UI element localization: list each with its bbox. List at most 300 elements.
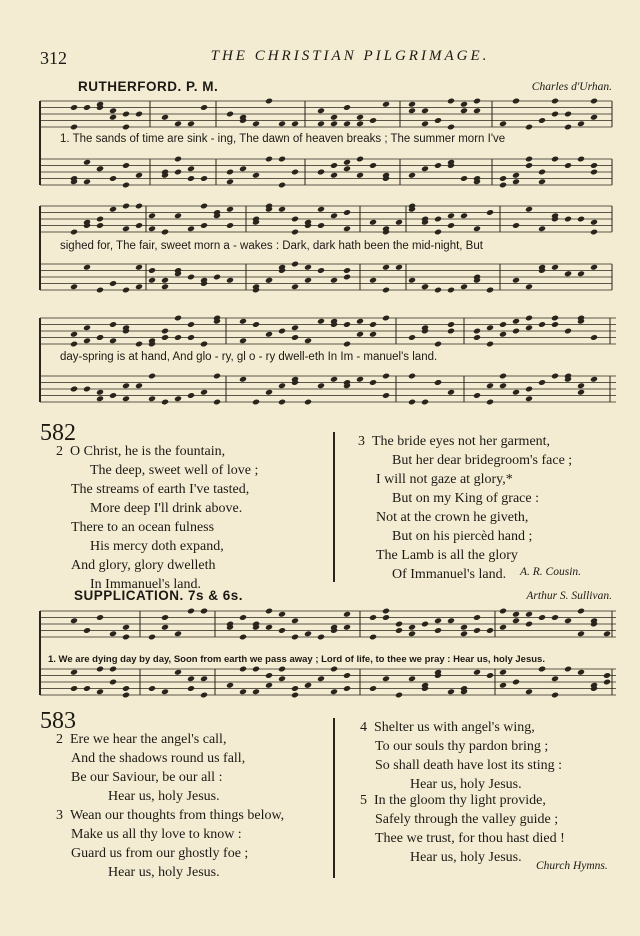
note-head — [252, 666, 260, 673]
note-head — [538, 178, 546, 185]
note-head — [265, 389, 273, 396]
note-head — [525, 124, 533, 131]
note-head — [291, 283, 299, 290]
note-head — [161, 283, 169, 290]
note-head — [538, 614, 546, 621]
note-head — [109, 175, 117, 182]
note-head — [122, 382, 130, 389]
note-head — [421, 283, 429, 290]
note-head — [278, 611, 286, 618]
note-head — [603, 630, 611, 637]
note-head — [447, 124, 455, 131]
note-head — [447, 212, 455, 219]
note-head — [343, 225, 351, 232]
note-head — [265, 98, 273, 105]
note-head — [317, 107, 325, 114]
stanza-line: But on my King of grace : — [392, 491, 539, 506]
note-head — [577, 270, 585, 277]
column-divider — [333, 718, 335, 878]
note-head — [291, 685, 299, 692]
note-head — [226, 111, 234, 118]
note-head — [278, 120, 286, 127]
note-head — [161, 229, 169, 236]
note-head — [317, 382, 325, 389]
tune-name-supplication: SUPPLICATION. 7s & 6s. — [74, 588, 244, 603]
note-head — [343, 341, 351, 348]
note-head — [122, 203, 130, 210]
note-head — [499, 382, 507, 389]
note-head — [83, 627, 91, 634]
note-head — [70, 124, 78, 131]
stanza-line: But her dear bridegroom's face ; — [392, 453, 573, 468]
note-head — [148, 277, 156, 284]
note-head — [486, 399, 494, 406]
note-head — [369, 277, 377, 284]
hymn582-stanza-3 — [358, 432, 572, 584]
note-head — [486, 341, 494, 348]
note-head — [512, 318, 520, 325]
note-head — [174, 334, 182, 341]
stanza-line: His mercy doth expand, — [90, 539, 224, 554]
note-head — [278, 675, 286, 682]
note-head — [265, 277, 273, 284]
note-head — [83, 386, 91, 393]
stanza-line: And the shadows round us fall, — [71, 751, 246, 766]
note-head — [122, 182, 130, 189]
note-head — [473, 669, 481, 676]
note-head — [70, 104, 78, 111]
note-head — [161, 277, 169, 284]
note-head — [187, 675, 195, 682]
note-head — [187, 175, 195, 182]
note-head — [525, 206, 533, 213]
note-head — [135, 172, 143, 179]
note-head — [330, 277, 338, 284]
note-head — [161, 328, 169, 335]
note-head — [83, 159, 91, 166]
note-head — [551, 614, 559, 621]
note-head — [356, 331, 364, 338]
note-head — [291, 169, 299, 176]
note-head — [148, 212, 156, 219]
note-head — [369, 117, 377, 124]
note-head — [434, 379, 442, 386]
note-head — [577, 382, 585, 389]
note-head — [408, 624, 416, 631]
stanza-line: There to an ocean fulness — [71, 520, 215, 535]
note-head — [577, 608, 585, 615]
note-head — [83, 104, 91, 111]
note-head — [304, 337, 312, 344]
note-head — [564, 162, 572, 169]
stanza-line: To our souls thy pardon bring ; — [375, 739, 549, 754]
note-head — [499, 608, 507, 615]
note-head — [486, 209, 494, 216]
note-head — [200, 104, 208, 111]
note-head — [343, 611, 351, 618]
note-head — [564, 111, 572, 118]
note-head — [161, 688, 169, 695]
note-head — [291, 229, 299, 236]
note-head — [96, 334, 104, 341]
note-head — [421, 621, 429, 628]
note-head — [447, 321, 455, 328]
stanza-line — [56, 442, 258, 461]
note-head — [200, 341, 208, 348]
note-head — [369, 331, 377, 338]
note-head — [187, 608, 195, 615]
stanza-line: But on his piercèd hand ; — [392, 529, 533, 544]
note-head — [525, 156, 533, 163]
note-head — [161, 614, 169, 621]
note-head — [200, 608, 208, 615]
note-head — [278, 666, 286, 673]
note-head — [278, 627, 286, 634]
note-head — [551, 373, 559, 380]
note-head — [96, 395, 104, 402]
note-head — [447, 617, 455, 624]
note-head — [460, 107, 468, 114]
note-head — [473, 225, 481, 232]
note-head — [343, 321, 351, 328]
note-head — [239, 688, 247, 695]
stanza-line: And glory, glory dwelleth — [71, 558, 216, 573]
note-head — [330, 666, 338, 673]
note-head — [590, 98, 598, 105]
note-head — [590, 219, 598, 226]
note-head — [538, 225, 546, 232]
note-head — [460, 624, 468, 631]
note-head — [499, 624, 507, 631]
note-head — [512, 98, 520, 105]
note-head — [109, 630, 117, 637]
note-head — [252, 120, 260, 127]
note-head — [226, 178, 234, 185]
note-head — [447, 688, 455, 695]
note-head — [499, 373, 507, 380]
note-head — [304, 682, 312, 689]
note-head — [122, 225, 130, 232]
composer-sullivan: Arthur S. Sullivan. — [526, 590, 612, 602]
note-head — [252, 688, 260, 695]
note-head — [122, 162, 130, 169]
note-head — [343, 159, 351, 166]
tune2-lyric-line: 1. We are dying day by day, Soon from earth we pass away ; Lord of life, to thee we pray : Hear us, holy Jesus. — [48, 654, 545, 665]
note-head — [239, 614, 247, 621]
note-head — [70, 341, 78, 348]
note-head — [213, 373, 221, 380]
note-head — [239, 318, 247, 325]
note-head — [135, 341, 143, 348]
note-head — [213, 399, 221, 406]
note-head — [408, 334, 416, 341]
note-head — [278, 182, 286, 189]
note-head — [291, 261, 299, 268]
note-head — [330, 172, 338, 179]
note-head — [330, 688, 338, 695]
note-head — [200, 203, 208, 210]
note-head — [551, 321, 559, 328]
stanza-line: Safely through the valley guide ; — [375, 812, 559, 827]
note-head — [265, 672, 273, 679]
note-head — [278, 382, 286, 389]
note-head — [590, 229, 598, 236]
hymn582-stanza-2 — [56, 442, 258, 594]
note-head — [109, 392, 117, 399]
note-head — [109, 666, 117, 673]
note-head — [200, 175, 208, 182]
note-head — [564, 328, 572, 335]
note-head — [421, 399, 429, 406]
note-head — [317, 675, 325, 682]
note-head — [577, 120, 585, 127]
note-head — [447, 389, 455, 396]
stanza-line: In Immanuel's land. — [90, 577, 201, 592]
stanza-line: Thee we trust, for thou hast died ! — [375, 831, 565, 846]
note-head — [330, 114, 338, 121]
note-head — [122, 685, 130, 692]
stanza-line: The streams of earth I've tasted, — [71, 482, 250, 497]
note-head — [226, 222, 234, 229]
note-head — [226, 277, 234, 284]
hymn583-stanza-2 — [56, 730, 245, 806]
stanza-line — [56, 730, 245, 749]
note-head — [278, 206, 286, 213]
note-head — [122, 395, 130, 402]
note-head — [317, 318, 325, 325]
note-head — [525, 395, 533, 402]
note-head — [135, 382, 143, 389]
note-head — [551, 675, 559, 682]
note-head — [577, 156, 585, 163]
stanza-line: The deep, sweet well of love ; — [90, 463, 259, 478]
note-head — [96, 688, 104, 695]
note-head — [304, 399, 312, 406]
note-head — [447, 287, 455, 294]
note-head — [551, 264, 559, 271]
note-head — [187, 392, 195, 399]
note-head — [525, 315, 533, 322]
stanza-line: Hear us, holy Jesus. — [410, 850, 522, 865]
note-head — [239, 634, 247, 641]
note-head — [499, 321, 507, 328]
note-head — [291, 324, 299, 331]
note-head — [369, 379, 377, 386]
note-head — [187, 321, 195, 328]
note-head — [252, 399, 260, 406]
note-head — [239, 666, 247, 673]
note-head — [83, 264, 91, 271]
note-head — [252, 172, 260, 179]
note-head — [603, 672, 611, 679]
note-head — [317, 120, 325, 127]
note-head — [109, 679, 117, 686]
hymn583-stanza-5 — [360, 791, 565, 867]
note-head — [473, 627, 481, 634]
note-head — [369, 685, 377, 692]
note-head — [330, 162, 338, 169]
note-head — [382, 675, 390, 682]
note-head — [525, 621, 533, 628]
note-head — [304, 277, 312, 284]
note-head — [148, 267, 156, 274]
note-head — [486, 627, 494, 634]
stanza-number: 2 — [56, 444, 63, 459]
stanza-number: 3 — [358, 434, 365, 449]
note-head — [486, 672, 494, 679]
note-head — [187, 225, 195, 232]
note-head — [564, 666, 572, 673]
note-head — [460, 175, 468, 182]
note-head — [187, 165, 195, 172]
note-head — [577, 630, 585, 637]
note-head — [343, 165, 351, 172]
note-head — [96, 222, 104, 229]
note-head — [538, 666, 546, 673]
note-head — [512, 617, 520, 624]
note-head — [70, 386, 78, 393]
note-head — [291, 617, 299, 624]
note-head — [408, 630, 416, 637]
note-head — [187, 274, 195, 281]
note-head — [122, 624, 130, 631]
note-head — [395, 621, 403, 628]
note-head — [369, 219, 377, 226]
stanza-number: 5 — [360, 793, 367, 808]
note-head — [174, 669, 182, 676]
note-head — [265, 624, 273, 631]
note-head — [239, 376, 247, 383]
note-head — [83, 178, 91, 185]
note-head — [512, 172, 520, 179]
note-head — [577, 389, 585, 396]
note-head — [447, 98, 455, 105]
stanza-line — [56, 806, 284, 825]
note-head — [96, 614, 104, 621]
note-head — [109, 337, 117, 344]
note-head — [473, 98, 481, 105]
note-head — [551, 156, 559, 163]
running-title: THE CHRISTIAN PILGRIMAGE. — [210, 48, 490, 64]
note-head — [369, 162, 377, 169]
note-head — [538, 379, 546, 386]
note-head — [356, 156, 364, 163]
note-head — [343, 120, 351, 127]
attribution-cousin: A. R. Cousin. — [520, 566, 582, 578]
note-head — [200, 222, 208, 229]
note-head — [551, 315, 559, 322]
note-head — [148, 395, 156, 402]
note-head — [525, 324, 533, 331]
stanza-text: Shelter us with angel's wing, — [374, 720, 535, 735]
note-head — [343, 267, 351, 274]
column-divider — [333, 432, 335, 582]
note-head — [226, 206, 234, 213]
note-head — [408, 101, 416, 108]
note-head — [174, 395, 182, 402]
note-head — [408, 172, 416, 179]
note-head — [590, 169, 598, 176]
note-head — [590, 264, 598, 271]
note-head — [408, 107, 416, 114]
note-head — [512, 328, 520, 335]
note-head — [577, 216, 585, 223]
note-head — [512, 611, 520, 618]
stanza-text: Wean our thoughts from things below, — [70, 808, 285, 823]
note-head — [525, 162, 533, 169]
note-head — [83, 324, 91, 331]
note-head — [83, 337, 91, 344]
stanza-line: I will not gaze at glory,* — [376, 472, 513, 487]
note-head — [473, 392, 481, 399]
note-head — [434, 617, 442, 624]
note-head — [291, 120, 299, 127]
note-head — [525, 688, 533, 695]
note-head — [603, 679, 611, 686]
note-head — [135, 283, 143, 290]
note-head — [382, 614, 390, 621]
note-head — [83, 685, 91, 692]
note-head — [174, 630, 182, 637]
note-head — [200, 675, 208, 682]
note-head — [109, 321, 117, 328]
note-head — [174, 169, 182, 176]
note-head — [434, 216, 442, 223]
note-head — [395, 627, 403, 634]
stanza-line: More deep I'll drink above. — [90, 501, 243, 516]
note-head — [382, 315, 390, 322]
note-head — [486, 324, 494, 331]
note-head — [512, 222, 520, 229]
note-head — [122, 287, 130, 294]
note-head — [317, 169, 325, 176]
stanza-line — [360, 718, 562, 737]
tune1-lyric-line-3: day-spring is at hand, And glo - ry, gl o - ry dwell-eth In Im - manuel's land. — [60, 351, 438, 363]
note-head — [343, 104, 351, 111]
note-head — [356, 172, 364, 179]
note-head — [70, 669, 78, 676]
stanza-number: 4 — [360, 720, 367, 735]
note-head — [213, 274, 221, 281]
note-head — [109, 280, 117, 287]
stanza-line: Hear us, holy Jesus. — [108, 789, 220, 804]
stanza-text: The bride eyes not her garment, — [372, 434, 551, 449]
note-head — [564, 270, 572, 277]
note-head — [447, 328, 455, 335]
note-head — [70, 283, 78, 290]
attribution-church-hymns: Church Hymns. — [536, 860, 608, 872]
note-head — [148, 685, 156, 692]
note-head — [70, 617, 78, 624]
note-head — [96, 666, 104, 673]
note-head — [291, 334, 299, 341]
hymn-number-582: 582 — [40, 420, 76, 446]
note-head — [434, 287, 442, 294]
note-head — [486, 287, 494, 294]
note-head — [460, 630, 468, 637]
note-head — [278, 399, 286, 406]
stanza-number: 2 — [56, 732, 63, 747]
note-head — [135, 111, 143, 118]
note-head — [343, 209, 351, 216]
note-head — [590, 376, 598, 383]
note-head — [577, 669, 585, 676]
stanza-text: O Christ, he is the fountain, — [70, 444, 226, 459]
stanza-text: Ere we hear the angel's call, — [70, 732, 227, 747]
note-head — [486, 382, 494, 389]
note-head — [278, 328, 286, 335]
note-head — [421, 120, 429, 127]
